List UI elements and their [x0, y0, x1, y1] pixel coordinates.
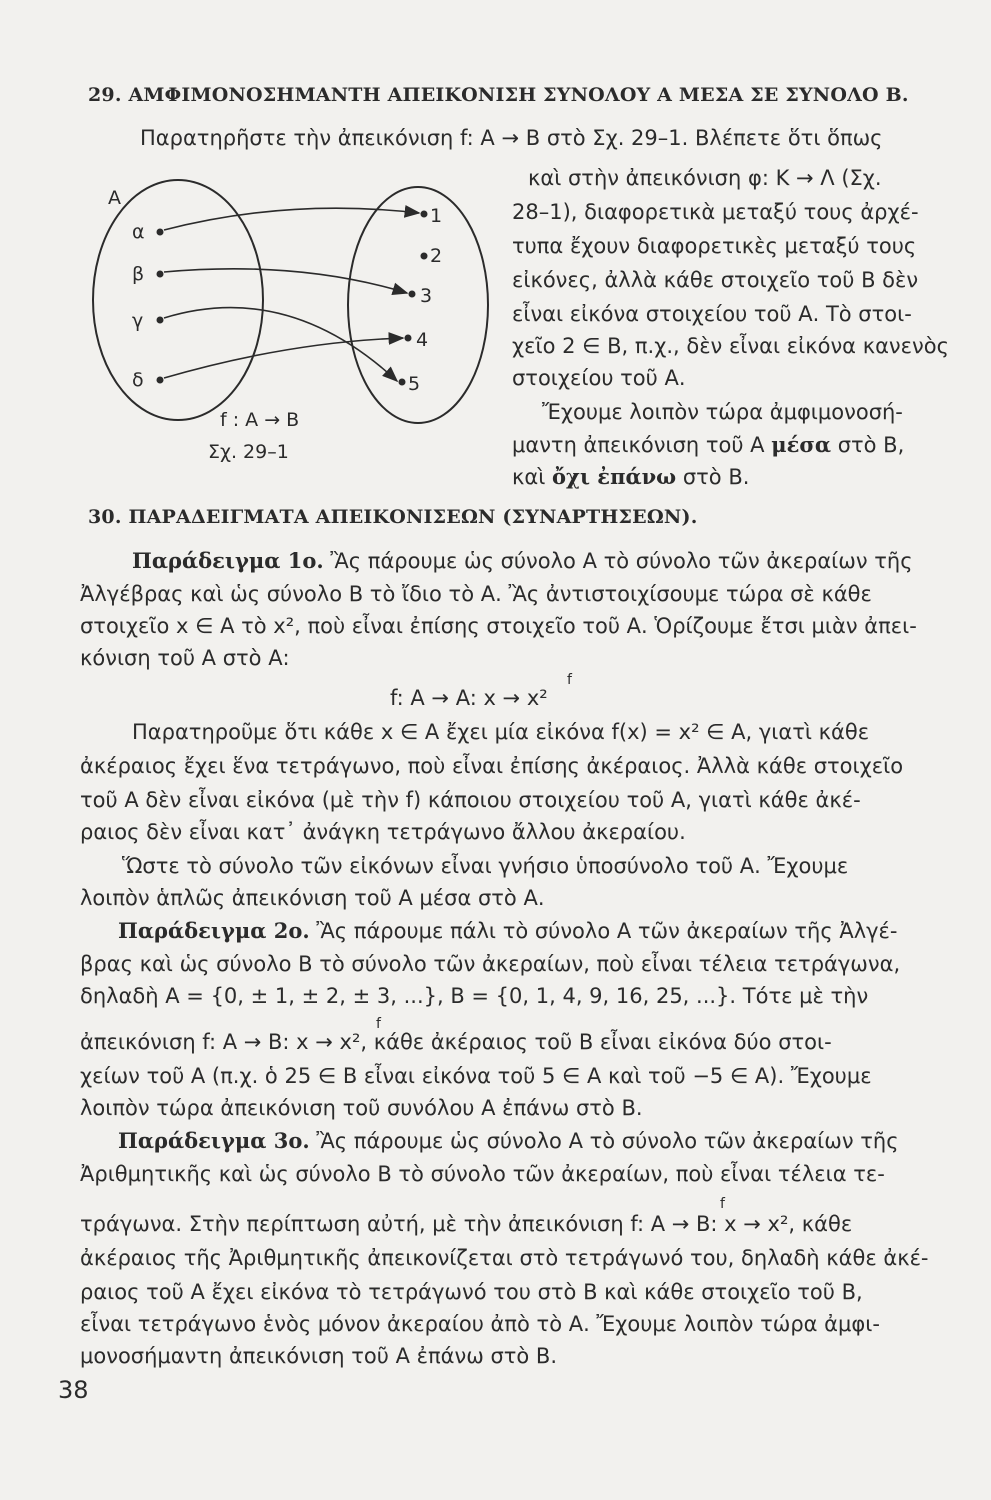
text-fragment: Ἂς πάρουμε ὡς σύνολο Α τὸ σύνολο τῶν ἀκεραίων τῆς [330, 549, 913, 573]
section-30-heading: 30. ΠΑΡΑΔΕΙΓΜΑΤΑ ΑΠΕΙΚΟΝΙΣΕΩΝ (ΣΥΝΑΡΤΗΣΕΩΝ). [88, 506, 698, 528]
formula-f-label: f [376, 1016, 381, 1032]
element-3: 3 [420, 285, 433, 307]
arrow-beta-3 [164, 269, 407, 293]
text-line: Ἔχουμε λοιπὸν τώρα ἀμφιμονοσή- [542, 400, 903, 424]
text-fragment: Ἂς πάρουμε ὡς σύνολο Α τὸ σύνολο τῶν ἀκεραίων τῆς [316, 1129, 899, 1153]
text-line: χείων τοῦ Α (π.χ. ὁ 25 ∈ B εἶναι εἰκόνα τοῦ 5 ∈ A καὶ τοῦ −5 ∈ A). Ἔχουμε [80, 1064, 872, 1088]
element-2: 2 [430, 245, 443, 267]
text-line [512, 432, 904, 457]
figure-29-1 [88, 172, 508, 472]
text-line [132, 548, 913, 573]
example-3-label: Παράδειγμα 3ο. [118, 1128, 310, 1153]
arrow-delta-4 [164, 338, 403, 378]
text-line: Ἀριθμητικῆς καὶ ὡς σύνολο Β τὸ σύνολο τῶν ἀκεραίων, ποὺ εἶναι τέλεια τε- [80, 1162, 885, 1186]
element-alpha: α [132, 221, 145, 243]
figure-caption-mapping: f : A → B [220, 409, 300, 431]
arrow-gamma-5 [164, 308, 397, 381]
point-beta [157, 271, 164, 278]
text-line: ραιος δὲν εἶναι κατ᾽ ἀνάγκη τετράγωνο ἄλλου ἀκεραίου. [80, 820, 686, 844]
text-line [512, 464, 749, 489]
section-29-heading: 29. ΑΜΦΙΜΟΝΟΣΗΜΑΝΤΗ ΑΠΕΙΚΟΝΙΣΗ ΣΥΝΟΛΟΥ Α ΜΕΣΑ ΣΕ ΣΥΝΟΛΟ Β. [88, 84, 909, 106]
text-line: εἶναι τετράγωνο ἑνὸς μόνον ἀκεραίου ἀπὸ τὸ Α. Ἔχουμε λοιπὸν τώρα ἀμφι- [80, 1312, 880, 1336]
example-1-label: Παράδειγμα 1ο. [132, 548, 324, 573]
text-fragment: μαντη ἀπεικόνιση τοῦ Α [512, 433, 765, 457]
text-line: εἰκόνες, ἀλλὰ κάθε στοιχεῖο τοῦ Β δὲν [512, 268, 919, 292]
formula-ex1: f: A → A: x → x² [390, 686, 548, 710]
point-4 [405, 335, 412, 342]
text-line: τοῦ Α δὲν εἶναι εἰκόνα (μὲ τὴν f) κάποιου στοιχείου τοῦ Α, γιατὶ κάθε ἀκέ- [80, 788, 861, 812]
text-line: δηλαδὴ A = {0, ± 1, ± 2, ± 3, ...}, B = {0, 1, 4, 9, 16, 25, ...}. Τότε μὲ τὴν [80, 984, 869, 1008]
element-beta: β [132, 263, 145, 285]
element-delta: δ [132, 369, 144, 391]
text-line: μονοσήμαντη ἀπεικόνιση τοῦ Α ἐπάνω στὸ Β. [80, 1344, 558, 1368]
formula-f-label: f [720, 1196, 725, 1212]
text-line: στοιχείου τοῦ Α. [512, 366, 686, 390]
point-alpha [157, 229, 164, 236]
text-line: χεῖο 2 ∈ Β, π.χ., δὲν εἶναι εἰκόνα κανενὸς [512, 334, 949, 358]
emphasis-ochi-epano: ὄχι ἐπάνω [552, 464, 677, 489]
text-line: Ἀλγέβρας καὶ ὡς σύνολο Β τὸ ἴδιο τὸ Α. Ἂς ἀντιστοιχίσουμε τώρα σὲ κάθε [80, 582, 872, 606]
element-gamma: γ [132, 310, 144, 332]
text-line: 28–1), διαφορετικὰ μεταξύ τους ἀρχέ- [512, 200, 919, 224]
figure-caption-number: Σχ. 29–1 [208, 441, 289, 463]
text-line: ἀκέραιος ἔχει ἕνα τετράγωνο, ποὺ εἶναι ἐπίσης ἀκέραιος. Ἀλλὰ κάθε στοιχεῖο [80, 754, 904, 778]
text-fragment: στὸ Β, [837, 433, 905, 457]
text-line: ἀκέραιος τῆς Ἀριθμητικῆς ἀπεικονίζεται στὸ τετράγωνό του, δηλαδὴ κάθε ἀκέ- [80, 1246, 929, 1270]
point-1 [421, 211, 428, 218]
text-fragment: Ἂς πάρουμε πάλι τὸ σύνολο Α τῶν ἀκεραίων τῆς Ἀλγέ- [316, 919, 898, 943]
point-gamma [157, 317, 164, 324]
text-line: κόνιση τοῦ Α στὸ Α: [80, 646, 290, 670]
text-line: στοιχεῖο x ∈ A τὸ x², ποὺ εἶναι ἐπίσης στοιχεῖο τοῦ Α. Ὁρίζουμε ἔτσι μιὰν ἀπει- [80, 614, 917, 638]
formula-f-label: f [567, 672, 572, 688]
element-4: 4 [416, 329, 429, 351]
set-a-label: A [108, 187, 121, 209]
emphasis-mesa: μέσα [771, 432, 832, 457]
point-3 [409, 291, 416, 298]
point-delta [157, 377, 164, 384]
text-fragment: καὶ [512, 465, 546, 489]
text-line: τυπα ἔχουν διαφορετικὲς μεταξύ τους [512, 234, 917, 258]
text-line: λοιπὸν τώρα ἀπεικόνιση τοῦ συνόλου Α ἐπάνω στὸ Β. [80, 1096, 643, 1120]
text-line: εἶναι εἰκόνα στοιχείου τοῦ Α. Τὸ στοι- [512, 302, 912, 326]
text-line: Παρατηροῦμε ὅτι κάθε x ∈ A ἔχει μία εἰκόνα f(x) = x² ∈ A, γιατὶ κάθε [132, 720, 870, 744]
text-line: Ὥστε τὸ σύνολο τῶν εἰκόνων εἶναι γνήσιο ὑποσύνολο τοῦ Α. Ἔχουμε [122, 854, 849, 878]
text-line: ραιος τοῦ Α ἔχει εἰκόνα τὸ τετράγωνό του στὸ Β καὶ κάθε στοιχεῖο τοῦ Β, [80, 1280, 863, 1304]
text-line: λοιπὸν ἁπλῶς ἀπεικόνιση τοῦ Α μέσα στὸ Α. [80, 886, 545, 910]
text-line: βρας καὶ ὡς σύνολο Β τὸ σύνολο τῶν ἀκεραίων, ποὺ εἶναι τέλεια τετράγωνα, [80, 952, 901, 976]
text-line: ἀπεικόνιση f: A → B: x → x², κάθε ἀκέραιος τοῦ Β εἶναι εἰκόνα δύο στοι- [80, 1030, 832, 1054]
text-line [118, 918, 897, 943]
page-number: 38 [58, 1376, 89, 1404]
element-1: 1 [430, 205, 443, 227]
text-line: καὶ στὴν ἀπεικόνιση φ: Κ → Λ (Σχ. [528, 166, 882, 190]
element-5: 5 [408, 373, 421, 395]
example-2-label: Παράδειγμα 2ο. [118, 918, 310, 943]
arrow-alpha-1 [164, 208, 419, 230]
text-line: Παρατηρῆστε τὴν ἀπεικόνιση f: A → B στὸ Σχ. 29–1. Βλέπετε ὅτι ὅπως [140, 126, 883, 150]
text-line: τράγωνα. Στὴν περίπτωση αὐτή, μὲ τὴν ἀπεικόνιση f: A → B: x → x², κάθε [80, 1212, 853, 1236]
text-fragment: στὸ Β. [676, 465, 750, 489]
point-2 [421, 253, 428, 260]
text-line [118, 1128, 899, 1153]
point-5 [399, 379, 406, 386]
